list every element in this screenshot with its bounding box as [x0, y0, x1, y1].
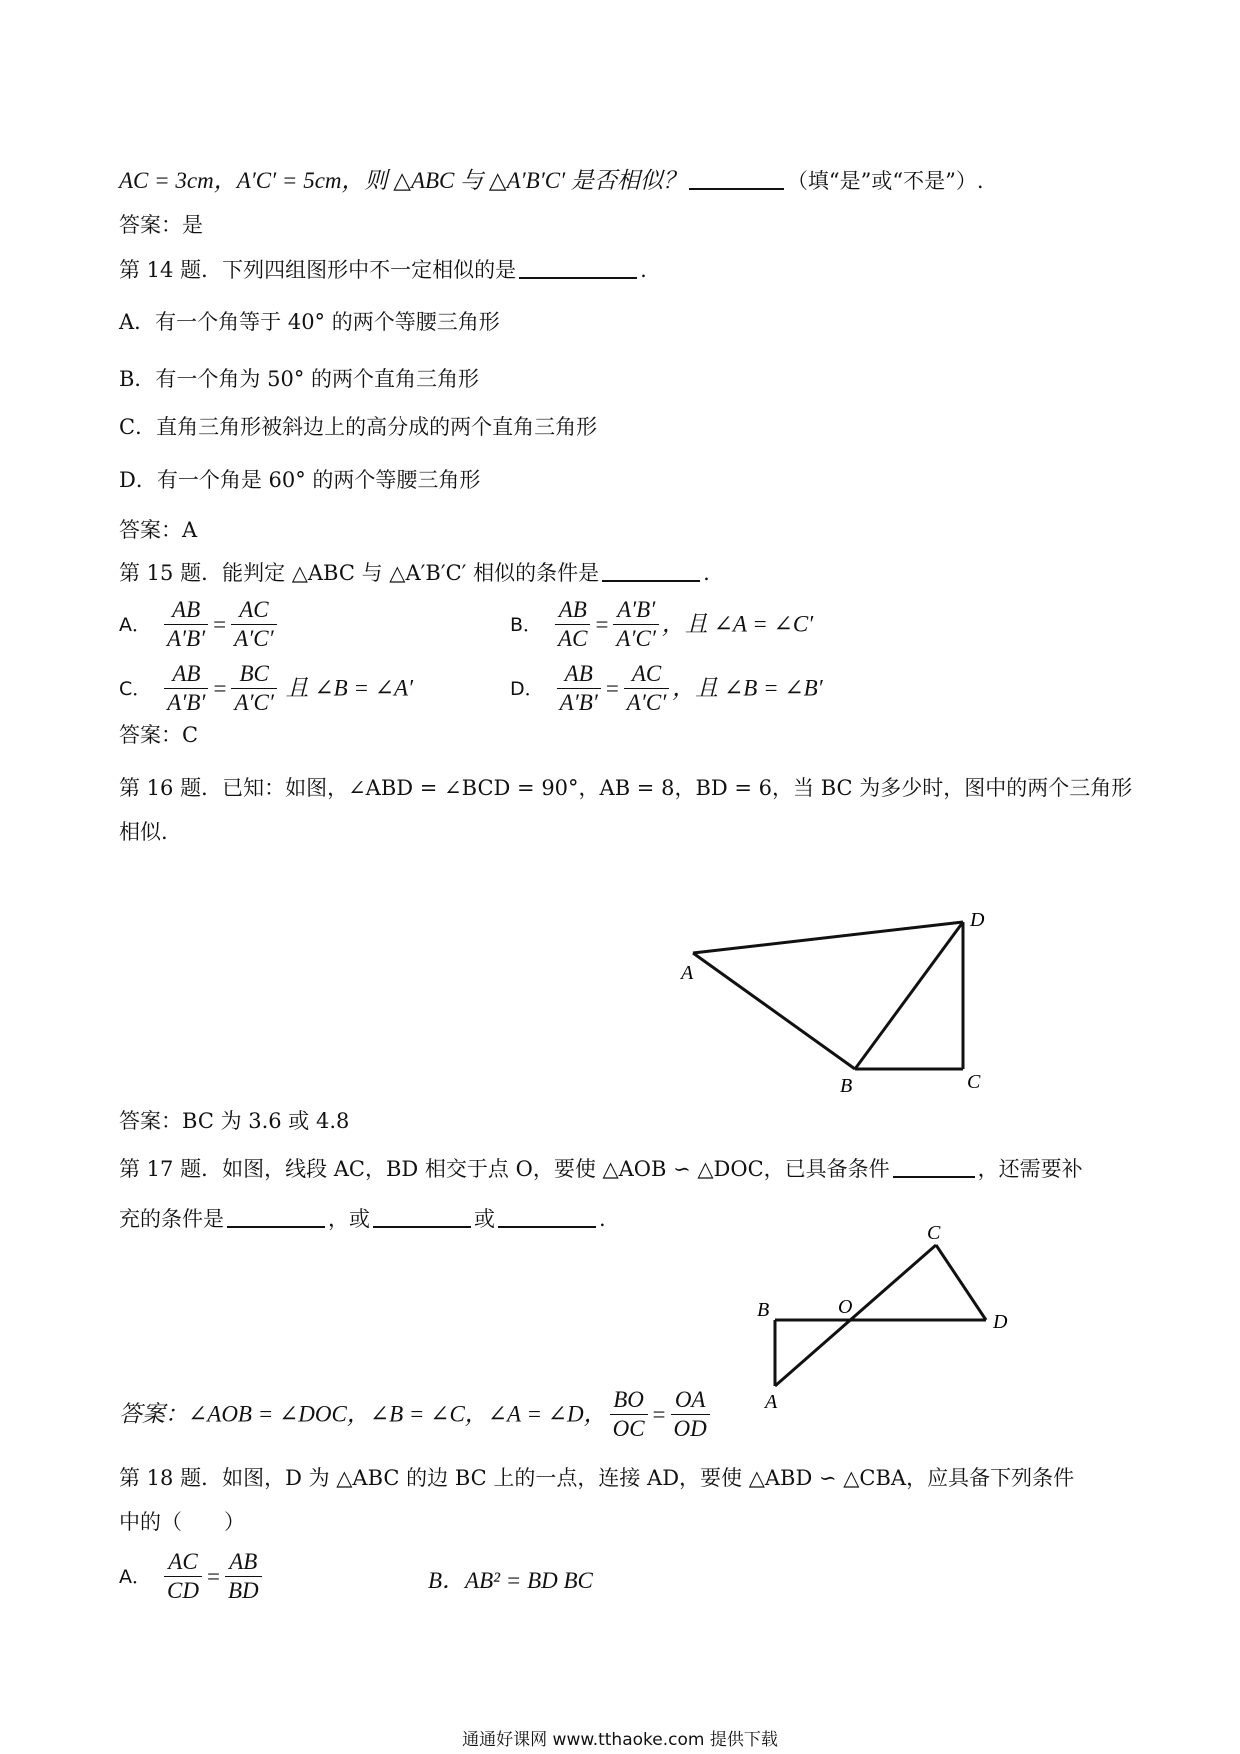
q17-label-d: D	[993, 1311, 1008, 1333]
numerator: AB	[164, 660, 208, 689]
q13-answer: 答案：是	[119, 213, 203, 237]
denominator: OC	[612, 1416, 645, 1441]
q16-triangle-lines	[693, 922, 963, 1069]
q17-line1-text: 第 17 题．如图，线段 AC，BD 相交于点 O，要使 △AOB ∽ △DOC，已具备条件	[119, 1157, 890, 1181]
denominator: A′C′	[234, 626, 274, 651]
option-label: B．	[510, 613, 543, 636]
fraction	[164, 1548, 202, 1605]
q15-prompt: 第 15 题．能判定 △ABC 与 △A′B′C′ 相似的条件是	[119, 561, 600, 585]
segment-BD	[855, 922, 963, 1069]
numerator: AC	[624, 660, 669, 689]
segment-AB	[693, 953, 855, 1069]
q18-line1: 第 18 题．如图，D 为 △ABC 的边 BC 上的一点，连接 AD，要使 △ABD ∽ △CBA，应具备下列条件	[119, 1466, 1075, 1490]
q13-hint: （填“是”或“不是”）.	[786, 169, 984, 193]
q17-label-c: C	[927, 1222, 941, 1244]
q17-blank-3[interactable]	[373, 1204, 471, 1228]
q17-label-o: O	[838, 1296, 853, 1318]
option-tail: ，且 ∠B = ∠B′	[672, 675, 823, 701]
q15-option-d: D． $\frac{AB}{A'B'}$ = $\frac{AC}{A'C'}$ ，且 ∠B = ∠B′	[510, 661, 823, 715]
option-label: D．	[510, 677, 544, 700]
q17-label-b: B	[757, 1299, 770, 1321]
fraction	[225, 1548, 262, 1605]
option-label: C．	[119, 677, 152, 700]
option-tail: ，且 ∠A = ∠C′	[661, 611, 814, 637]
q16-label-c: C	[967, 1071, 981, 1093]
q15-option-a: A． $\frac{AB}{A'B'}$ = $\frac{AC}{A'C'}$	[119, 596, 280, 653]
denominator: AC	[558, 626, 588, 651]
q16-answer: 答案：BC 为 3.6 或 4.8	[119, 1109, 350, 1133]
q17-line2: 充的条件是 ，或 或 .	[119, 1204, 606, 1234]
fraction	[610, 1386, 648, 1443]
numerator: BO	[610, 1386, 648, 1415]
q17-line1	[119, 1154, 1083, 1184]
q14-option-c: C．直角三角形被斜边上的高分成的两个直角三角形	[119, 415, 598, 439]
q16-label-b: B	[840, 1075, 853, 1097]
q14-answer: 答案：A	[119, 518, 198, 542]
q15-prompt-line: 第 15 题．能判定 △ABC 与 △A′B′C′ 相似的条件是 .	[119, 558, 710, 588]
option-label: A．	[119, 1565, 151, 1588]
denominator: BD	[227, 1578, 259, 1603]
q15-answer: 答案：C	[119, 723, 199, 747]
denominator: A′C′	[626, 690, 667, 715]
q17-figure-lines	[775, 1245, 986, 1386]
denominator: A′C′	[616, 626, 656, 651]
q17-label-a: A	[765, 1391, 778, 1413]
q18-option-b: B．AB² = BD BC	[428, 1568, 593, 1593]
numerator: A′B′	[613, 596, 658, 625]
q18-option-a: A． $\frac{AC}{CD}$ = $\frac{AB}{BD}$	[119, 1548, 265, 1605]
segment-CD	[936, 1245, 986, 1320]
segment-AC	[775, 1245, 936, 1386]
q16-label-d: D	[970, 909, 985, 931]
denominator: A′C′	[234, 690, 274, 715]
denominator: A′B′	[559, 690, 598, 715]
numerator: AB	[555, 596, 590, 625]
q17-blank-1[interactable]	[893, 1154, 975, 1178]
q17-answer-text: 答案：∠AOB = ∠DOC，∠B = ∠C，∠A = ∠D，	[119, 1401, 607, 1427]
q17-line2-or1: ，或	[328, 1207, 370, 1231]
q17-blank-4[interactable]	[498, 1204, 596, 1228]
numerator: AB	[225, 1548, 262, 1577]
q14-option-d: D．有一个角是 60° 的两个等腰三角形	[119, 468, 481, 492]
q17-line2-text: 充的条件是	[119, 1207, 224, 1231]
q15-option-b: B． $\frac{AB}{AC}$ = $\frac{A'B'}{A'C'}$ ，且 ∠A = ∠C′	[510, 597, 814, 651]
q14-prompt-line: 第 14 题．下列四组图形中不一定相似的是 .	[119, 255, 647, 285]
numerator: AB	[164, 596, 208, 625]
q13-line-lead: AC = 3cm，A′C′ = 5cm，则 △ABC 与 △A′B′C′ 是否相似？	[119, 168, 686, 193]
denominator: A′B′	[167, 626, 206, 651]
q14-option-a: A．有一个角等于 40° 的两个等腰三角形	[119, 310, 500, 334]
segment-AD	[693, 922, 963, 953]
q14-prompt: 第 14 题．下列四组图形中不一定相似的是	[119, 258, 517, 282]
q17-blank-2[interactable]	[227, 1204, 325, 1228]
q16-line1: 第 16 题．已知：如图，∠ABD = ∠BCD = 90°，AB = 8，BD = 6，当 BC 为多少时，图中的两个三角形	[119, 776, 1133, 800]
numerator: AC	[164, 1548, 202, 1577]
numerator: AB	[557, 660, 601, 689]
option-label: A．	[119, 613, 151, 636]
numerator: BC	[231, 660, 276, 689]
q17-line1-tail: ，还需要补	[977, 1157, 1083, 1181]
numerator: OA	[671, 1386, 710, 1415]
denominator: OD	[673, 1416, 707, 1441]
q16-line2: 相似.	[119, 820, 168, 844]
q16-label-a: A	[681, 962, 694, 984]
fraction	[671, 1386, 710, 1443]
q17-line2-or2: 或	[474, 1207, 495, 1231]
q18-line2: 中的（ ）	[119, 1510, 245, 1534]
q17-answer: 答案：∠AOB = ∠DOC，∠B = ∠C，∠A = ∠D， $\frac{BO}{OC}$ = $\frac{OA}{OD}$	[119, 1386, 713, 1443]
option-tail: 且 ∠B = ∠A′	[279, 675, 414, 701]
q15-option-c: C． $\frac{AB}{A'B'}$ = $\frac{BC}{A'C'}$ 且 ∠B = ∠A′	[119, 661, 414, 715]
denominator: A′B′	[167, 690, 206, 715]
page-footer: 通通好课网 www.tthaoke.com 提供下载	[462, 1730, 778, 1750]
q14-option-b: B．有一个角为 50° 的两个直角三角形	[119, 367, 480, 391]
denominator: CD	[167, 1578, 199, 1603]
numerator: AC	[231, 596, 276, 625]
